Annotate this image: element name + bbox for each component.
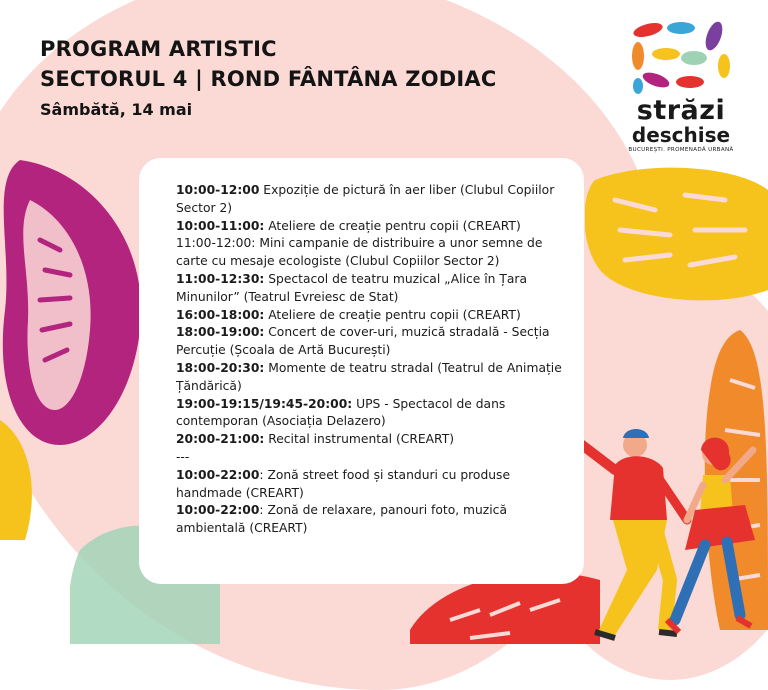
schedule-item-text: Ateliere de creație pentru copii (CREART) [264,307,521,322]
schedule-item [176,182,566,218]
schedule-item [176,502,566,538]
strazi-deschise-logo [626,16,736,161]
schedule-item [176,235,566,271]
footprint-yellow-small-decoration [0,420,40,540]
schedule-item-time: 11:00-12:30: [176,271,265,286]
logo-tagline: BUCUREȘTI. PROMENADĂ URBANĂ [628,147,734,153]
schedule-item-text: UPS - Spectacol de dans contemporan (Asociația Delazero) [176,396,506,429]
schedule-item-time: 16:00-18:00: [176,307,265,322]
schedule-item [176,271,566,307]
schedule-item-time: 18:00-20:30: [176,360,265,375]
schedule-item [176,324,566,360]
schedule-item-time: 19:00-19:15/19:45-20:00: [176,396,353,411]
schedule-item-time: 11:00-12:00: [176,236,256,251]
footprint-yellow-decoration [585,160,768,310]
page-title-line1: PROGRAM ARTISTIC [40,37,277,61]
schedule-item-time: 18:00-19:00: [176,325,265,340]
schedule-list [176,182,566,538]
schedule-item [176,360,566,396]
schedule-item-time: 10:00-11:00: [176,218,265,233]
schedule-item [176,431,566,449]
schedule-item-time: 10:00-12:00 [176,183,260,197]
schedule-item [176,218,566,236]
schedule-separator: --- [176,449,190,464]
schedule-item-text: : Zonă de relaxare, panouri foto, muzică ambientală (CREART) [176,503,507,536]
header [40,34,496,119]
event-date: Sâmbătă, 14 mai [40,100,193,119]
schedule-item-time: 20:00-21:00: [176,432,265,447]
schedule-item-text: : Zonă street food și standuri cu produse handmade (CREART) [176,467,511,500]
schedule-item-text: Concert de cover-uri, muzică stradală - Secția Percuție (Școala de Artă București) [176,325,550,358]
dancing-couple-illustration [555,420,768,644]
schedule-item-text: Expoziție de pictură în aer liber (Clubul Copiilor Sector 2) [176,183,555,215]
schedule-item [176,396,566,432]
schedule-item-time: 10:00-22:00 [176,467,260,482]
schedule-item-text: Spectacol de teatru muzical „Alice în Țara Minunilor” (Teatrul Evreiesc de Stat) [176,271,528,304]
footprints-logo-icon [626,16,736,96]
schedule-item-text: Momente de teatru stradal (Teatrul de Animație Țăndărică) [176,360,562,393]
page-title-line2: SECTORUL 4 | ROND FÂNTÂNA ZODIAC [40,67,497,91]
logo-text [626,96,736,154]
logo-word-deschise: deschise [631,123,731,147]
schedule-item [176,307,566,325]
schedule-item-time: 10:00-22:00 [176,503,260,518]
schedule-item [176,467,566,503]
logo-word-strazi: străzi [636,95,726,126]
schedule-item-text: Ateliere de creație pentru copii (CREART) [264,218,521,233]
schedule-item-text: Mini campanie de distribuire a unor semne de carte cu mesaje ecologiste (Clubul Copiilor Sector 2) [176,236,543,269]
schedule-item-text: Recital instrumental (CREART) [264,432,455,447]
footprint-magenta-decoration [0,160,150,450]
